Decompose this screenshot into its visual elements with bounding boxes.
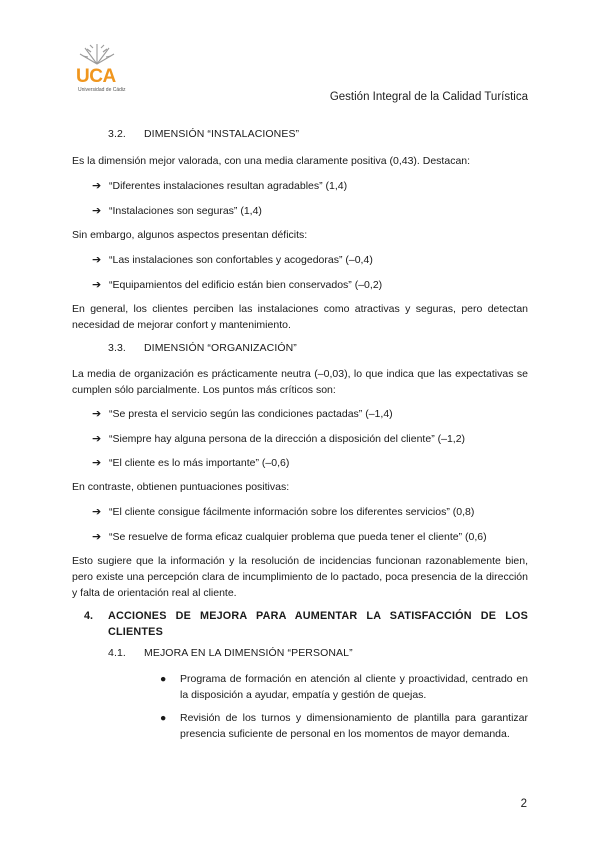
paragraph: En contraste, obtienen puntuaciones positivas: — [72, 481, 290, 493]
list-item-text: “Instalaciones son seguras” (1,4) — [109, 205, 262, 217]
list-item-text: “Siempre hay alguna persona de la dirección a disposición del cliente” (–1,2) — [109, 433, 466, 445]
list-item-text: “Diferentes instalaciones resultan agradables” (1,4) — [109, 180, 348, 192]
section-title: ACCIONES DE MEJORA PARA AUMENTAR LA SATISFACCIÓN DE LOS CLIENTES — [108, 610, 528, 638]
bullet-dot-icon: ● — [160, 712, 167, 724]
page-number: 2 — [520, 798, 527, 810]
subsection-number: 4.1. — [108, 647, 126, 659]
list-item-text: “El cliente consigue fácilmente información sobre los diferentes servicios” (0,8) — [109, 506, 475, 518]
arrow-bullet-icon: ➔ — [92, 254, 102, 266]
arrow-list-item — [92, 529, 532, 545]
arrow-bullet-icon: ➔ — [92, 506, 102, 518]
subsection-heading-3-3 — [108, 342, 297, 354]
subsection-title: MEJORA EN LA DIMENSIÓN “PERSONAL” — [144, 647, 353, 659]
subsection-heading-4-1 — [108, 647, 353, 659]
paragraph: Sin embargo, algunos aspectos presentan déficits: — [72, 229, 308, 241]
arrow-bullet-icon: ➔ — [92, 279, 102, 291]
subsection-number: 3.3. — [108, 342, 126, 354]
bullet-dot-icon: ● — [160, 673, 167, 685]
arrow-list-item — [92, 203, 532, 219]
arrow-bullet-icon: ➔ — [92, 531, 102, 543]
arrow-list-item — [92, 504, 532, 520]
subsection-number: 3.2. — [108, 128, 126, 140]
arrow-list-item — [92, 431, 532, 447]
bullet-list-item — [160, 671, 528, 703]
paragraph: Esto sugiere que la información y la resolución de incidencias funcionan razonablemente bien, pero existe una percepción clara de incumplimiento de lo pactado, poca presencia de la dirección y falta de orientación real al cliente. — [72, 555, 528, 599]
arrow-list-item — [92, 252, 532, 268]
list-item-text: “Las instalaciones son confortables y acogedoras” (–0,4) — [109, 254, 373, 266]
arrow-list-item — [92, 277, 532, 293]
list-item-text: “Se presta el servicio según las condiciones pactadas” (–1,4) — [109, 408, 393, 420]
document-header-title: Gestión Integral de la Calidad Turística — [329, 91, 528, 103]
logo-subtext: Universidad de Cádiz — [78, 87, 126, 93]
section-heading-4 — [84, 608, 528, 640]
arrow-bullet-icon: ➔ — [92, 408, 102, 420]
arrow-list-item — [92, 406, 532, 422]
arrow-list-item — [92, 178, 532, 194]
arrow-bullet-icon: ➔ — [92, 433, 102, 445]
arrow-bullet-icon: ➔ — [92, 457, 102, 469]
arrow-list-item — [92, 455, 532, 471]
bullet-list-item — [160, 710, 528, 742]
paragraph: La media de organización es prácticamente neutra (–0,03), lo que indica que las expectativas se cumplen sólo parcialmente. Los puntos más críticos son: — [72, 368, 528, 396]
subsection-heading-3-2 — [108, 128, 299, 140]
subsection-title: DIMENSIÓN “ORGANIZACIÓN” — [144, 342, 297, 354]
arrow-bullet-icon: ➔ — [92, 180, 102, 192]
logo-wordmark: UCA — [76, 66, 116, 87]
paragraph: Es la dimensión mejor valorada, con una media claramente positiva (0,43). Destacan: — [72, 155, 471, 167]
list-item-text: “Se resuelve de forma eficaz cualquier problema que pueda tener el cliente” (0,6) — [109, 531, 487, 543]
university-logo — [72, 40, 126, 100]
section-number: 4. — [84, 610, 94, 622]
list-item-text: Programa de formación en atención al cliente y proactividad, centrado en la disposición a ayudar, empatía y gestión de quejas. — [180, 673, 528, 701]
subsection-title: DIMENSIÓN “INSTALACIONES” — [144, 128, 300, 140]
list-item-text: “Equipamientos del edificio están bien conservados” (–0,2) — [109, 279, 383, 291]
list-item-text: Revisión de los turnos y dimensionamiento de plantilla para garantizar presencia suficiente de personal en los momentos de mayor demanda. — [180, 712, 528, 740]
list-item-text: “El cliente es lo más importante” (–0,6) — [109, 457, 290, 469]
arrow-bullet-icon: ➔ — [92, 205, 102, 217]
paragraph: En general, los clientes perciben las instalaciones como atractivas y seguras, pero detectan necesidad de mejorar confort y mantenimiento. — [72, 303, 528, 331]
